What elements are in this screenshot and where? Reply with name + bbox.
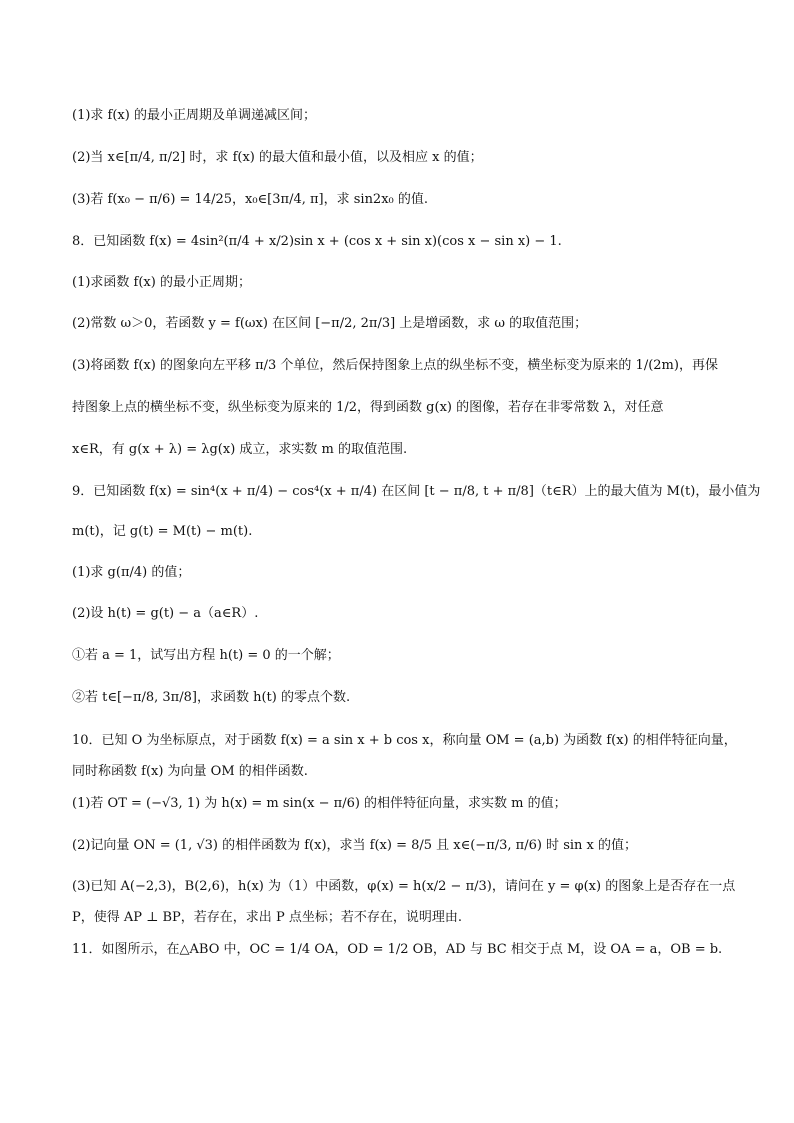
problem-10-statement-line-2: 同时称函数 f(x) 为向量 OM 的相伴函数. [72, 764, 308, 779]
problem-10-statement-line-1: 10．已知 O 为坐标原点，对于函数 f(x) = a sin x + b cos x，称向量 OM = (a,b) 为函数 f(x) 的相伴特征向量， [72, 733, 737, 748]
problem-7-part-1: (1)求 f(x) 的最小正周期及单调递减区间； [72, 108, 316, 123]
problem-9-part-2: (2)设 h(t) = g(t) − a（a∈R）. [72, 606, 259, 621]
problem-8-part-3-line-2: 持图象上点的横坐标不变，纵坐标变为原来的 1/2，得到函数 g(x) 的图像，若存在非零常数 λ，对任意 [72, 400, 664, 415]
problem-10-part-1: (1)若 OT = (−√3, 1) 为 h(x) = m sin(x − π/6) 的相伴特征向量，求实数 m 的值； [72, 796, 567, 811]
problem-9-statement-line-2: m(t)，记 g(t) = M(t) − m(t). [72, 524, 253, 539]
problem-8-part-2: (2)常数 ω＞0，若函数 y = f(ωx) 在区间 [−π/2, 2π/3] 上是增函数，求 ω 的取值范围； [72, 316, 588, 331]
problem-8-part-1: (1)求函数 f(x) 的最小正周期； [72, 275, 251, 290]
problem-9-statement-line-1: 9．已知函数 f(x) = sin⁴(x + π/4) − cos⁴(x + π/4) 在区间 [t − π/8, t + π/8]（t∈R）上的最大值为 M(t)，最小值为 [72, 484, 761, 499]
problem-8-part-3-line-1: (3)将函数 f(x) 的图象向左平移 π/3 个单位，然后保持图象上点的纵坐标不变，横坐标变为原来的 1/(2m)，再保 [72, 358, 718, 373]
problem-10-part-3-line-1: (3)已知 A(−2,3)，B(2,6)，h(x) 为（1）中函数，φ(x) = h(x/2 − π/3)，请问在 y = φ(x) 的图象上是否存在一点 [72, 879, 736, 894]
problem-9-part-2-sub-2: ②若 t∈[−π/8, 3π/8]，求函数 h(t) 的零点个数. [72, 690, 351, 705]
problem-10-part-3-line-2: P，使得 AP ⊥ BP，若存在，求出 P 点坐标；若不存在，说明理由. [72, 910, 462, 925]
problem-7-part-2: (2)当 x∈[π/4, π/2] 时，求 f(x) 的最大值和最小值，以及相应 x 的值； [72, 150, 483, 165]
problem-10-part-2: (2)记向量 ON = (1, √3) 的相伴函数为 f(x)，求当 f(x) = 8/5 且 x∈(−π/3, π/6) 时 sin x 的值； [72, 838, 637, 853]
problem-11-statement: 11．如图所示，在△ABO 中，OC = 1/4 OA，OD = 1/2 OB，AD 与 BC 相交于点 M，设 OA = a，OB = b. [72, 942, 723, 957]
problem-8-statement: 8．已知函数 f(x) = 4sin²(π/4 + x/2)sin x + (cos x + sin x)(cos x − sin x) − 1. [72, 234, 562, 249]
problem-7-part-3: (3)若 f(x₀ − π/6) = 14/25，x₀∈[3π/4, π]，求 sin2x₀ 的值. [72, 192, 429, 207]
problem-9-part-1: (1)求 g(π/4) 的值； [72, 565, 191, 580]
problem-8-part-3-line-3: x∈R，有 g(x + λ) = λg(x) 成立，求实数 m 的取值范围. [72, 442, 408, 457]
problem-9-part-2-sub-1: ①若 a = 1，试写出方程 h(t) = 0 的一个解； [72, 648, 340, 663]
